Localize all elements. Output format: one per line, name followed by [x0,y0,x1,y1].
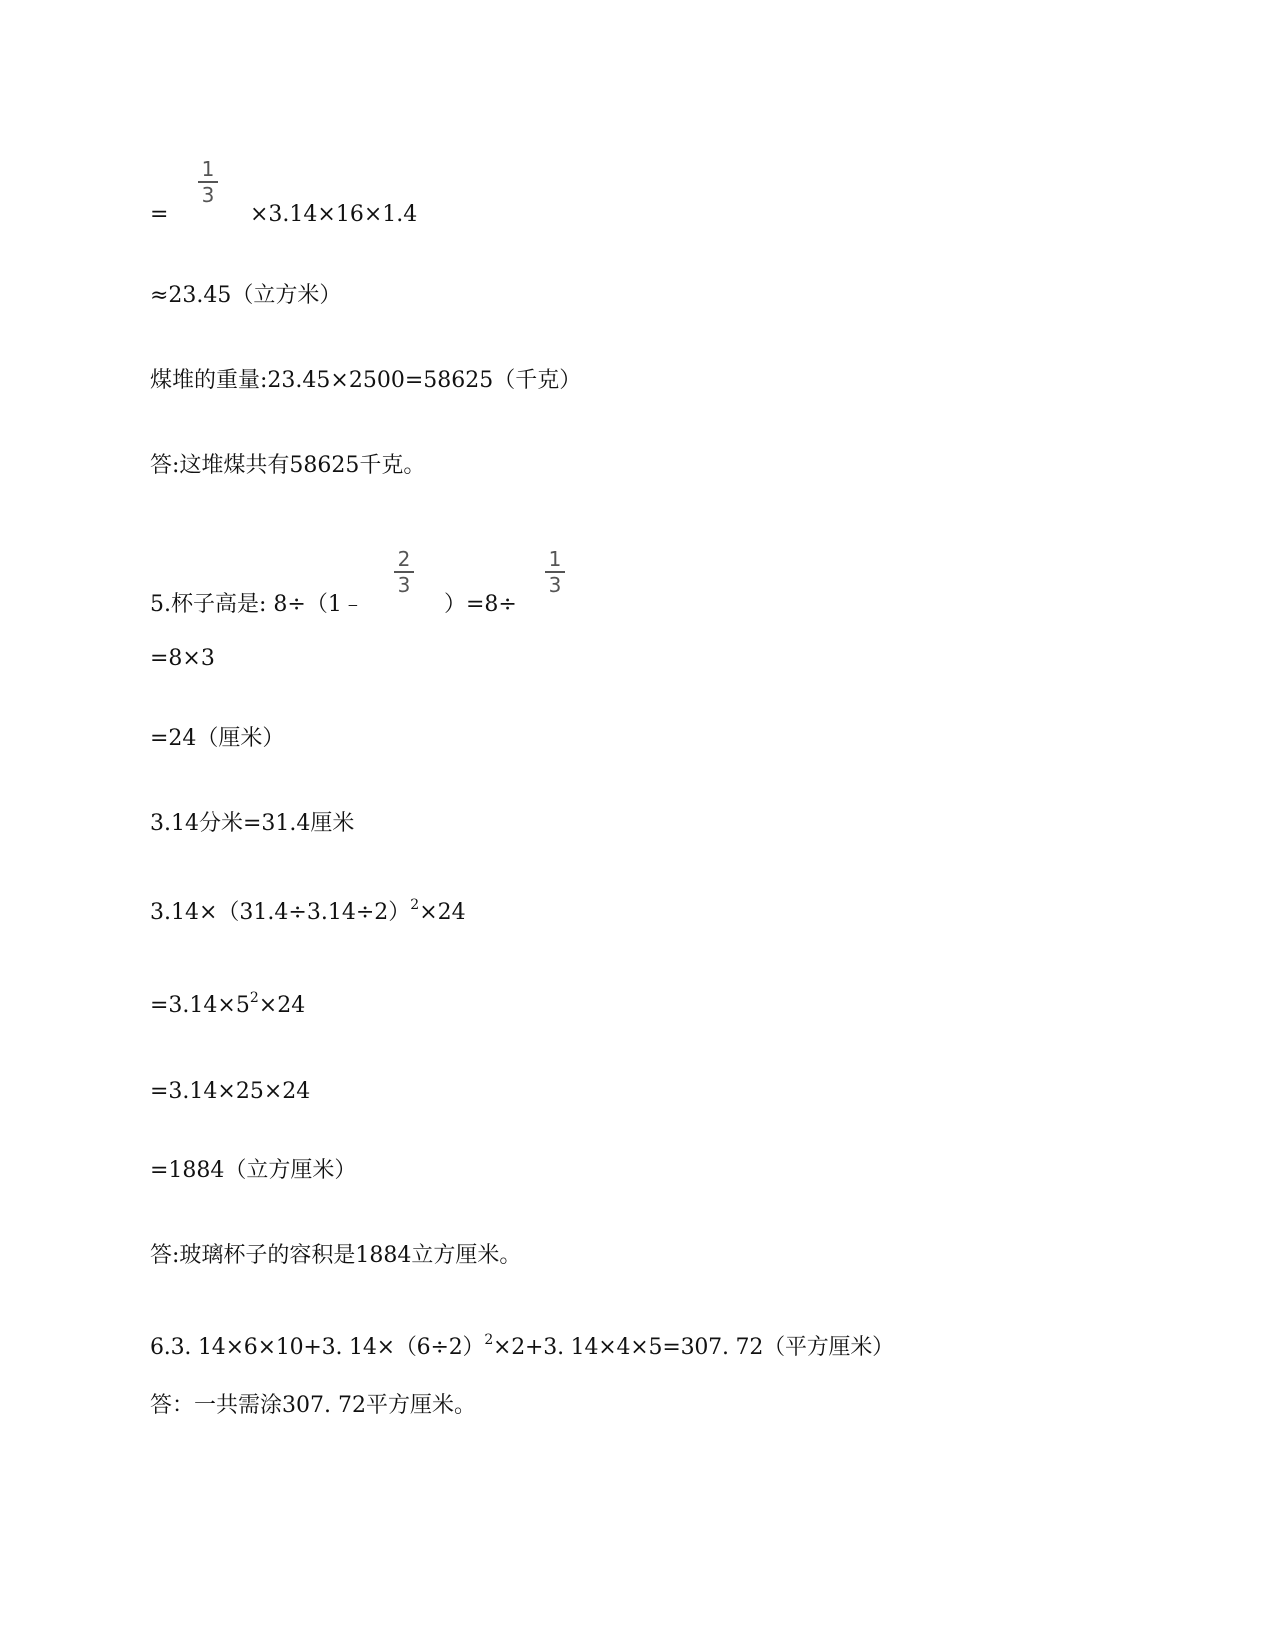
fraction-numerator: 1 [201,157,215,181]
problem5-middle: ）=8÷ [444,592,517,617]
volume-result-line: =1884（立方厘米） [150,1158,357,1183]
volume-expression: ×3.14×16×1.4 [250,202,418,227]
fraction-denominator: 3 [201,182,215,207]
exponent: 2 [249,989,259,1006]
unit-conversion-line: 3.14分米=31.4厘米 [150,811,355,836]
problem5-step1: =8×3 [150,646,215,671]
fraction-numerator: 2 [397,547,411,571]
approx-volume-line: ≈23.45（立方米） [150,283,342,308]
volume-step3-line: =3.14×25×24 [150,1079,311,1104]
coal-answer-line: 答:这堆煤共有58625千克。 [150,453,426,478]
problem6-start: 6.3. 14×6×10+3. 14×（6÷2） [150,1335,485,1360]
problem5-step2: =24（厘米） [150,726,285,751]
equals-sign: = [150,202,169,227]
volume-step2-start: =3.14×5 [150,993,250,1018]
problem6-answer-line: 答：一共需涂307. 72平方厘米。 [150,1393,476,1418]
volume-step2-end: ×24 [258,993,306,1018]
problem6-end: ×2+3. 14×4×5=307. 72（平方厘米） [493,1335,894,1360]
exponent: 2 [410,896,420,913]
problem5-answer-line: 答:玻璃杯子的容积是1884立方厘米。 [150,1243,522,1268]
fraction-denominator: 3 [548,572,562,597]
volume-formula-start: 3.14×（31.4÷3.14÷2） [150,900,411,925]
volume-formula-line [150,896,466,926]
fraction-one-third [196,158,220,206]
exponent: 2 [484,1331,494,1348]
volume-step2-line [150,989,306,1019]
fraction-one-third [543,548,567,596]
fraction-denominator: 3 [397,572,411,597]
fraction-numerator: 1 [548,547,562,571]
problem6-line [150,1331,894,1361]
fraction-two-thirds [392,548,416,596]
problem5-prefix: 5.杯子高是: 8÷（1﹣ [150,592,364,617]
coal-weight-line: 煤堆的重量:23.45×2500=58625（千克） [150,368,582,393]
volume-formula-end: ×24 [419,900,466,925]
